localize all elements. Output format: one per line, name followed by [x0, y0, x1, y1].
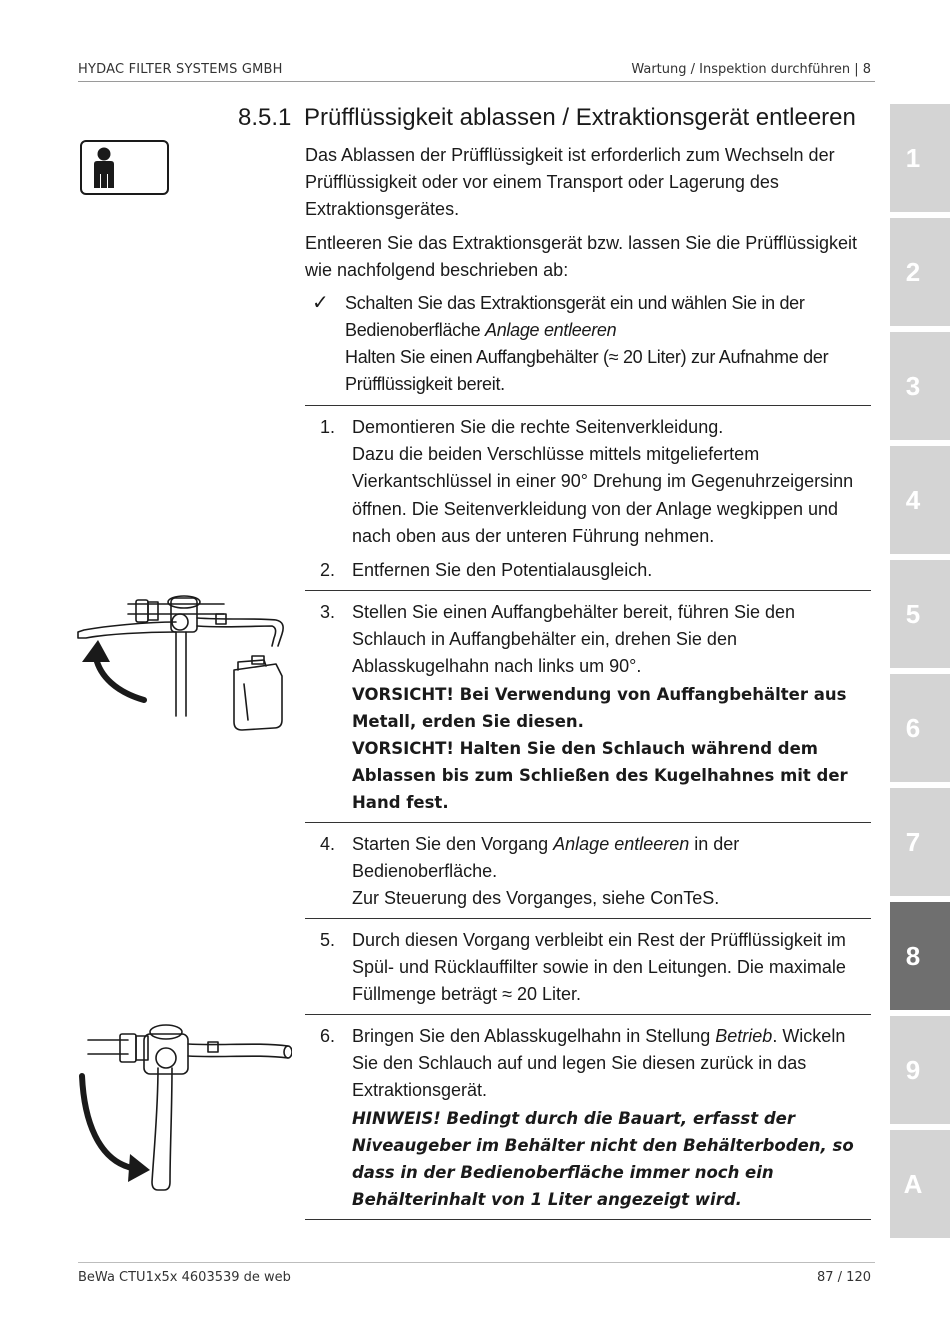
- intro-paragraph-2: Entleeren Sie das Extraktionsgerät bzw. lassen Sie die Prüfflüssigkeit wie nachfolgend beschrieben ab:: [305, 233, 857, 280]
- chapter-tab-2[interactable]: 2: [890, 218, 950, 326]
- page-number: 87 / 120: [817, 1270, 871, 1285]
- chapter-tab-9[interactable]: 9: [890, 1016, 950, 1124]
- step-number: 5.: [320, 930, 336, 950]
- step-text: Demontieren Sie die rechte Seitenverkleidung. Dazu die beiden Verschlüsse mittels mitgeliefertem Vierkantschlüssel in einer 90° Drehung im Gegenuhrzeigersinn öffnen. Die Seitenverkleidung von der Anlage wegkippen und nach oben aus der unteren Führung nehmen.: [352, 417, 854, 546]
- divider: [305, 822, 871, 823]
- step-number: 3.: [320, 602, 336, 622]
- step-text: Starten Sie den Vorgang Anlage entleeren in der Bedienoberfläche. Zur Steuerung des Vorganges, siehe ConTeS.: [352, 834, 740, 909]
- step-text: Stellen Sie einen Auffangbehälter bereit, führen Sie den Schlauch in Auffangbehälter ein, drehen Sie den Ablasskugelhahn nach links um 90°. VORSICHT! Bei Verwendung von Auffangbehälter aus Metall, erden Sie diesen. VORSICHT! Halten Sie den Schlauch während dem Ablassen bis zum Schließen des Kugelhahnes mit der Hand fest.: [352, 599, 872, 817]
- chapter-tab-a[interactable]: A: [890, 1130, 950, 1238]
- chapter-tab-6[interactable]: 6: [890, 674, 950, 782]
- section-title: [238, 104, 856, 132]
- divider: [305, 1014, 871, 1015]
- step-text: Entfernen Sie den Potentialausgleich.: [352, 560, 653, 580]
- divider: [305, 1219, 871, 1220]
- caution-notice: VORSICHT! Bei Verwendung von Auffangbehälter aus Metall, erden Sie diesen.: [352, 684, 847, 731]
- person-qualification-icon: [80, 140, 169, 195]
- divider: [305, 590, 871, 591]
- chapter-tab-1[interactable]: 1: [890, 104, 950, 212]
- caution-notice: VORSICHT! Halten Sie den Schlauch während dem Ablassen bis zum Schließen des Kugelhahnes mit der Hand fest.: [352, 739, 848, 813]
- company-name: HYDAC FILTER SYSTEMS GMBH: [78, 62, 283, 77]
- page-header: [78, 60, 875, 82]
- check-icon: ✓: [312, 292, 329, 314]
- chapter-tab-5[interactable]: 5: [890, 560, 950, 668]
- divider: [305, 405, 871, 406]
- chapter-title: Wartung / Inspektion durchführen | 8: [631, 62, 871, 77]
- step-number: 6.: [320, 1026, 336, 1046]
- step-text: Durch diesen Vorgang verbleibt ein Rest der Prüfflüssigkeit im Spül- und Rücklauffilter sowie in den Leitungen. Die maximale Füllmenge beträgt ≈ 20 Liter.: [352, 930, 846, 1005]
- hint-notice: HINWEIS! Bedingt durch die Bauart, erfasst der Niveaugeber im Behälter nicht den Behälterboden, so dass in der Bedienoberfläche immer noch ein Behälterinhalt von 1 Liter angezeigt wird.: [352, 1108, 854, 1210]
- divider: [305, 918, 871, 919]
- chapter-tab-8[interactable]: 8: [890, 902, 950, 1010]
- document-id: BeWa CTU1x5x 4603539 de web: [78, 1270, 291, 1285]
- page-footer: [78, 1262, 875, 1292]
- step-number: 4.: [320, 834, 336, 854]
- step-number: 1.: [320, 417, 336, 437]
- intro-paragraph-1: Das Ablassen der Prüfflüssigkeit ist erforderlich zum Wechseln der Prüfflüssigkeit oder vor einem Transport oder Lagerung des Extraktionsgerätes.: [305, 145, 835, 219]
- section-heading: Prüfflüssigkeit ablassen / Extraktionsgerät entleeren: [304, 104, 856, 131]
- ball-valve-closed-illustration: [78, 1020, 292, 1202]
- chapter-tab-4[interactable]: 4: [890, 446, 950, 554]
- chapter-tab-7[interactable]: 7: [890, 788, 950, 896]
- chapter-tab-3[interactable]: 3: [890, 332, 950, 440]
- section-number: 8.5.1: [238, 104, 292, 131]
- precondition-text: Schalten Sie das Extraktionsgerät ein und wählen Sie in der Bedienoberfläche Anlage entleeren Halten Sie einen Auffangbehälter (≈ 20 Liter) zur Aufnahme der Prüfflüssigkeit bereit.: [345, 293, 829, 394]
- step-text: Bringen Sie den Ablasskugelhahn in Stellung Betrieb. Wickeln Sie den Schlauch auf und legen Sie diesen zurück in das Extraktionsgerät. HINWEIS! Bedingt durch die Bauart, erfasst der Niveaugeber im Behälter nicht den Behälterboden, so dass in der Bedienoberfläche immer noch ein Behälterinhalt von 1 Liter angezeigt wird.: [352, 1023, 872, 1213]
- ball-valve-open-illustration: [76, 592, 290, 738]
- step-number: 2.: [320, 560, 336, 580]
